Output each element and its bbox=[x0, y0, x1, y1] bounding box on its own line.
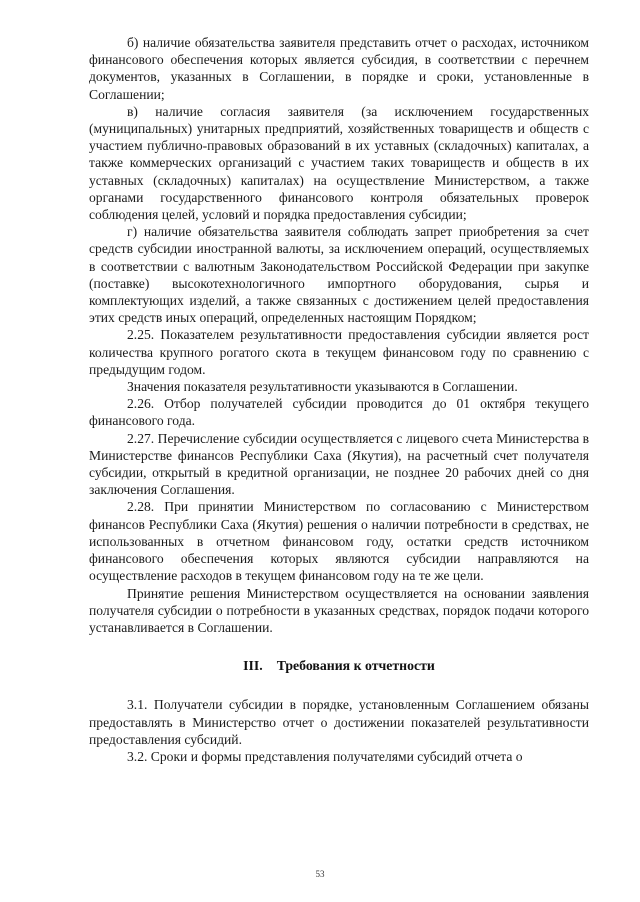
paragraph-2-28: 2.28. При принятии Министерством по согласованию с Министерством финансов Республики Саха (Якутия) решения о наличии потребности в средствах, не использованных в отчетном финансовом году, остатки средств источником финансового обеспечения которых являются субсидии направляются на осуществление расходов в текущем финансовом году на те же цели. bbox=[89, 499, 589, 584]
section-heading bbox=[89, 657, 589, 674]
page-number: 53 bbox=[315, 869, 325, 879]
paragraph-2-27: 2.27. Перечисление субсидии осуществляется с лицевого счета Министерства в Министерстве финансов Республики Саха (Якутия), на расчетный счет получателя субсидии, открытый в кредитной организации, не позднее 20 рабочих дней со дня заключения Соглашения. bbox=[89, 430, 589, 498]
paragraph-2-25: 2.25. Показателем результативности предоставления субсидии является рост количества крупного рогатого скота в текущем финансовом году по сравнению с предыдущим годом. bbox=[89, 327, 589, 377]
paragraph-v: в) наличие согласия заявителя (за исключением государственных (муниципальных) унитарных предприятий, хозяйственных товариществ и обществ с участием публично-правовых образований в их уставных (складочных) капиталах, а также коммерческих организаций с участием таких товариществ и обществ в их уставных (складочных) капиталах) на осуществление Министерством, а также органами государственного финансового контроля обязательных проверок соблюдения целей, условий и порядка предоставления субсидии; bbox=[89, 103, 589, 223]
paragraph-3-1: 3.1. Получатели субсидии в порядке, установленным Соглашением обязаны предоставлять в Министерство отчет о достижении показателей результативности предоставления субсидий. bbox=[89, 697, 589, 747]
section-number: III. bbox=[243, 658, 263, 674]
paragraph-b: б) наличие обязательства заявителя представить отчет о расходах, источником финансового обеспечения которых является субсидия, в соответствии с перечнем документов, указанных в Соглашении, в порядке и сроки, установленные в Соглашении; bbox=[89, 35, 589, 102]
paragraph-decision: Принятие решения Министерством осуществляется на основании заявления получателя субсидии о потребности в указанных средствах, порядок подачи которого устанавливается в Соглашении. bbox=[89, 585, 589, 635]
paragraph-3-2: 3.2. Сроки и формы представления получателями субсидий отчета о bbox=[127, 748, 523, 764]
document-body bbox=[89, 34, 589, 765]
section-title: Требования к отчетности bbox=[276, 658, 435, 674]
paragraph-indicator-values: Значения показателя результативности указываются в Соглашении. bbox=[127, 379, 518, 395]
paragraph-g: г) наличие обязательства заявителя соблюдать запрет приобретения за счет средств субсидии иностранной валюты, за исключением операций, осуществляемых в соответствии с валютным Законодательством Российской Федерации при закупке (поставке) высокотехнологичного импортного оборудования, сырья и комплектующих изделий, а также связанных с достижением целей предоставления этих средств иных операций, определенных настоящим Порядком; bbox=[89, 224, 589, 326]
paragraph-2-26: 2.26. Отбор получателей субсидии проводится до 01 октября текущего финансового года. bbox=[89, 396, 589, 429]
